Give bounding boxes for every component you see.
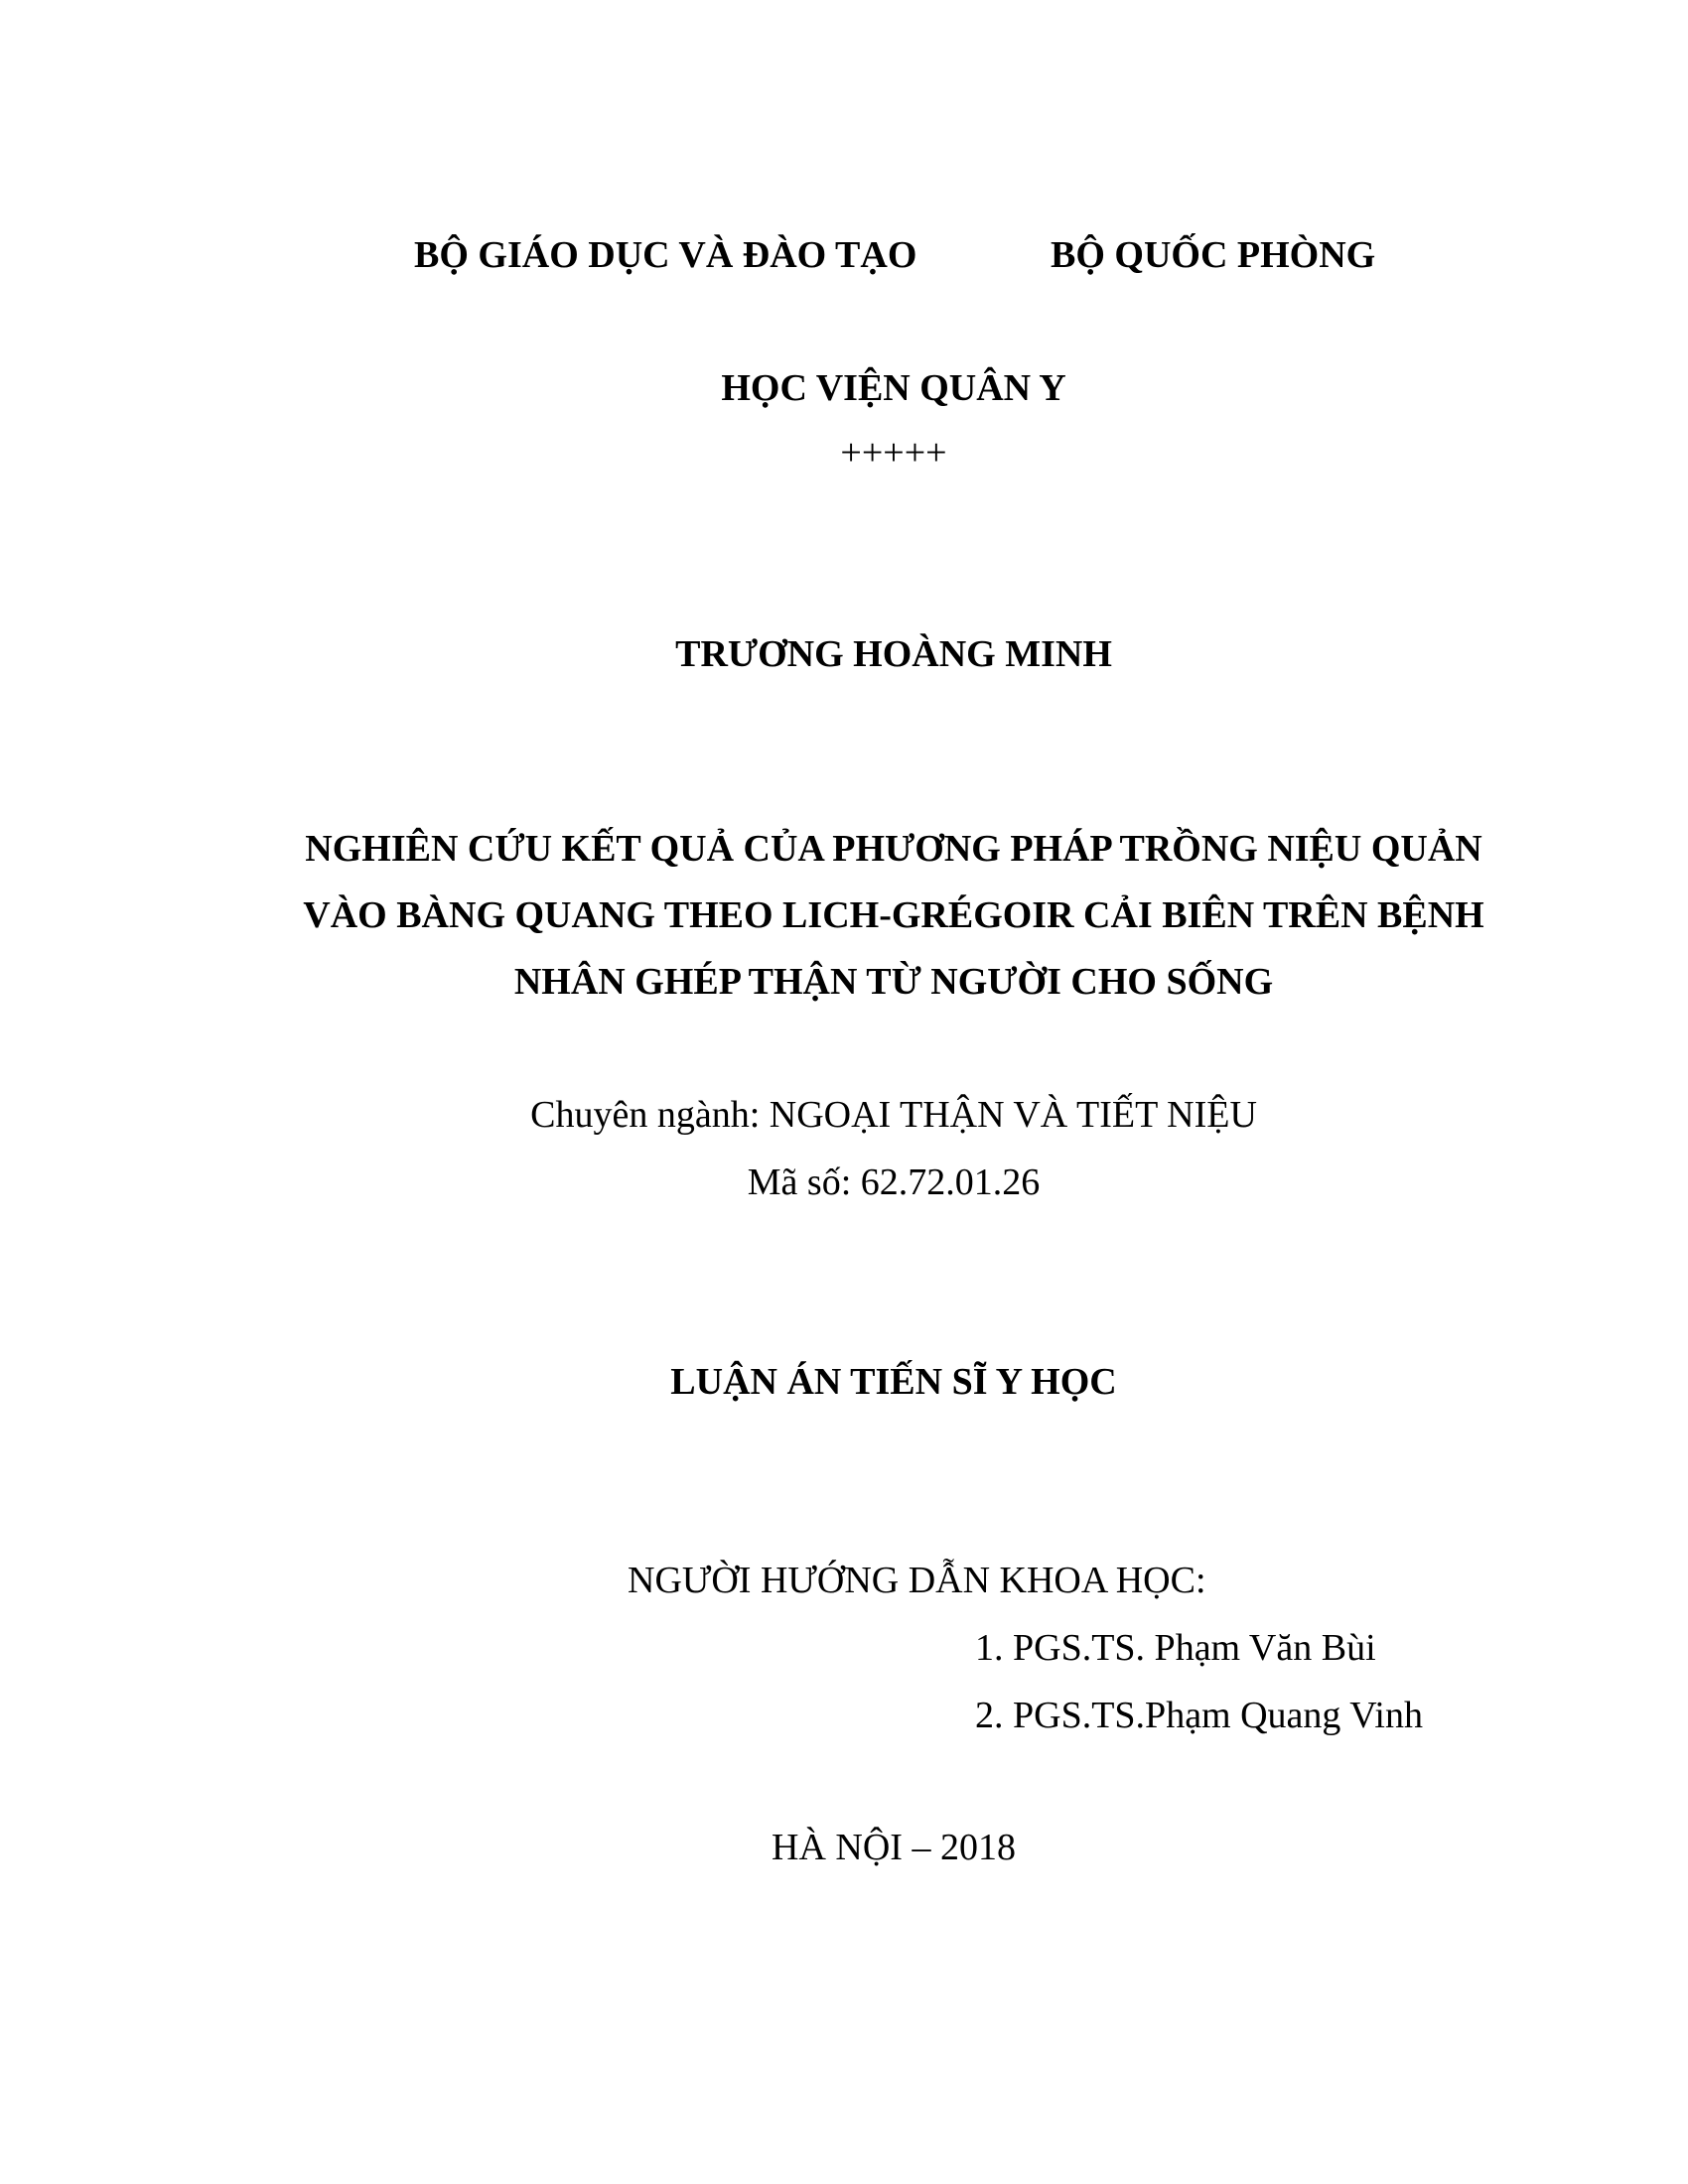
specialty-label: Chuyên ngành: NGOẠI THẬN VÀ TIẾT NIỆU: [530, 1094, 1257, 1136]
specialty-code: Mã số: 62.72.01.26: [747, 1161, 1041, 1203]
supervisors-heading: NGƯỜI HƯỚNG DẪN KHOA HỌC:: [628, 1560, 1206, 1601]
degree-title: LUẬN ÁN TIẾN SĨ Y HỌC: [670, 1361, 1117, 1403]
thesis-title-line: NGHIÊN CỨU KẾT QUẢ CỦA PHƯƠNG PHÁP TRỒNG NIỆU QUẢN: [305, 828, 1482, 870]
thesis-title-line: VÀO BÀNG QUANG THEO LICH-GRÉGOIR CẢI BIÊN TRÊN BỆNH: [303, 894, 1484, 936]
institution-name: HỌC VIỆN QUÂN Y: [721, 367, 1066, 409]
ministry-education-heading: BỘ GIÁO DỤC VÀ ĐÀO TẠO: [414, 234, 917, 276]
author-name: TRƯƠNG HOÀNG MINH: [675, 633, 1112, 675]
supervisor-item: 2. PGS.TS.Phạm Quang Vinh: [975, 1695, 1423, 1736]
decorative-separator: +++++: [840, 432, 947, 474]
supervisor-item: 1. PGS.TS. Phạm Văn Bùi: [975, 1627, 1376, 1669]
ministry-defense-heading: BỘ QUỐC PHÒNG: [1051, 234, 1376, 276]
thesis-title-line: NHÂN GHÉP THẬN TỪ NGƯỜI CHO SỐNG: [513, 961, 1274, 1003]
place-and-year: HÀ NỘI – 2018: [772, 1827, 1016, 1868]
